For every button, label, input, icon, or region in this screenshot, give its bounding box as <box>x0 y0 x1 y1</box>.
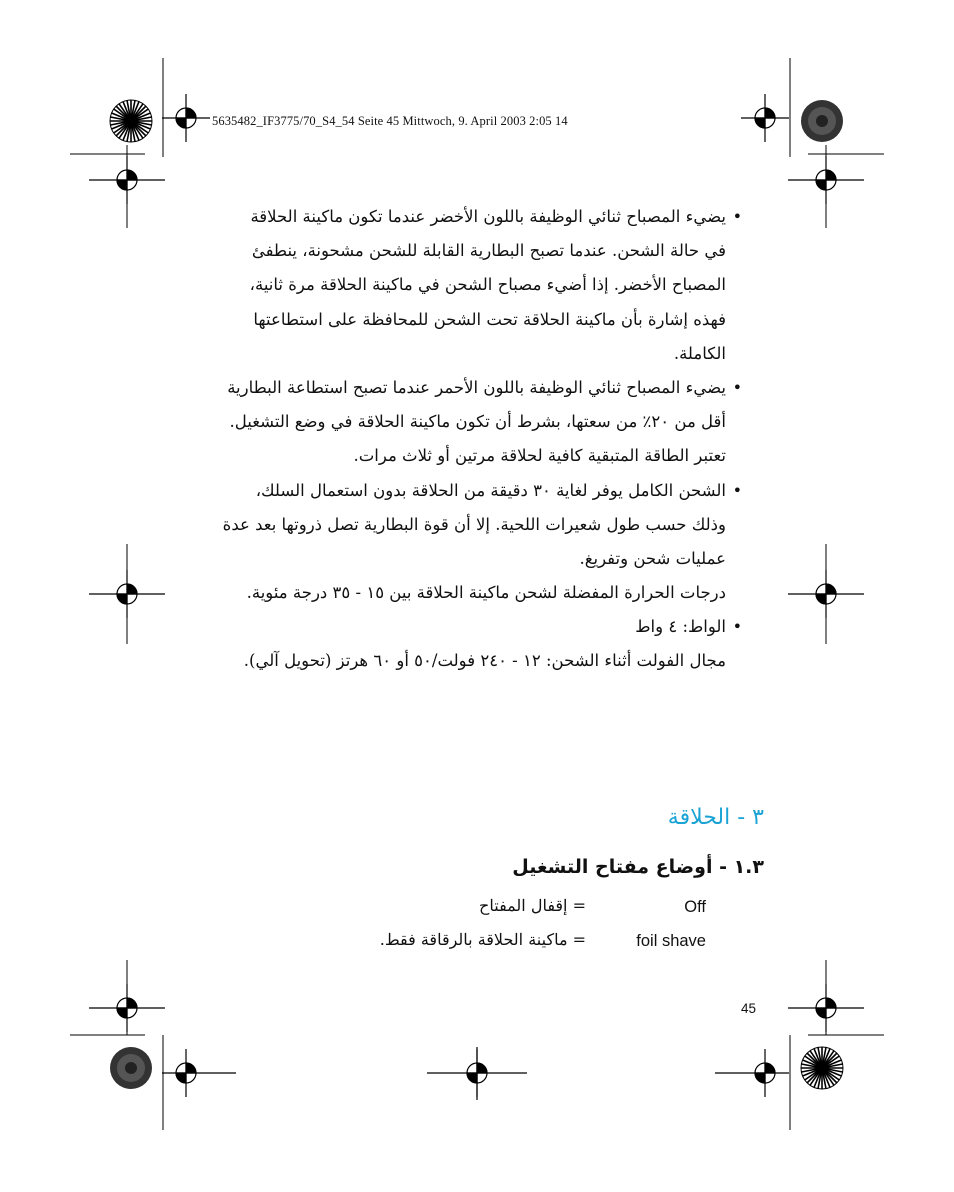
bullet-item-wattage <box>190 610 742 678</box>
text-line: في حالة الشحن. عندما تصبح البطارية القابلة للشحن مشحونة، ينطفئ <box>251 241 726 261</box>
text-line: يضيء المصباح ثنائي الوظيفة باللون الأحمر عندما تصبح استطاعة البطارية <box>227 377 726 397</box>
mode-key: foil shave <box>636 932 706 950</box>
page-number: 45 <box>741 1001 757 1016</box>
bullet-marker: • <box>732 480 742 500</box>
bullet-item-low-battery <box>190 371 742 474</box>
text-line: المصباح الأخضر. إذا أضيء مصباح الشحن في ماكينة الحلاقة مرة ثانية، <box>249 275 726 295</box>
bullet-item-full-charge <box>190 474 742 611</box>
bullet-item-charging-light <box>190 200 742 371</box>
section-heading: ٣ - الحلاقة <box>667 805 764 830</box>
text-line: تعتبر الطاقة المتبقية كافية لحلاقة مرتين أو ثلاث مرات. <box>353 446 726 466</box>
slug-line: 5635482_IF3775/70_S4_54 Seite 45 Mittwoch, 9. April 2003 2:05 14 <box>212 114 568 128</box>
mode-key: Off <box>684 898 706 916</box>
text-line: الشحن الكامل يوفر لغاية ٣٠ دقيقة من الحلاقة بدون استعمال السلك، <box>255 480 726 500</box>
bullet-list <box>190 200 742 679</box>
mode-description: = إقفال المفتاح <box>479 896 586 915</box>
mode-row-foil-shave <box>300 928 706 962</box>
text-line: عمليات شحن وتفريغ. <box>579 548 726 568</box>
text-line: يضيء المصباح ثنائي الوظيفة باللون الأخضر عندما تكون ماكينة الحلاقة <box>250 207 726 226</box>
bullet-marker: • <box>732 377 742 397</box>
switch-modes-list <box>300 894 706 962</box>
text-line: وذلك حسب طول شعيرات اللحية. إلا أن قوة البطارية تصل ذروتها بعد عدة <box>222 514 726 534</box>
text-line: فهذه إشارة بأن ماكينة الحلاقة تحت الشحن للمحافظة على استطاعتها <box>253 309 726 329</box>
bullet-marker: • <box>732 207 742 226</box>
text-line: الواط: ٤ واط <box>635 617 726 637</box>
text-line: درجات الحرارة المفضلة لشحن ماكينة الحلاقة بين ١٥ - ٣٥ درجة مئوية. <box>246 583 726 603</box>
mode-description: = ماكينة الحلاقة بالرقاقة فقط. <box>379 930 586 949</box>
text-line: مجال الفولت أثناء الشحن: ١٢ - ٢٤٠ فولت/٥٠ أو ٦٠ هرتز (تحويل آلي). <box>243 651 726 671</box>
text-line: أقل من ٢٠٪ من سعتها، بشرط أن تكون ماكينة الحلاقة في وضع التشغيل. <box>229 412 726 432</box>
bullet-marker: • <box>732 617 742 637</box>
text-line: الكاملة. <box>673 343 726 363</box>
subsection-heading: ١.٣ - أوضاع مفتاح التشغيل <box>512 856 764 878</box>
mode-row-off <box>300 894 706 928</box>
